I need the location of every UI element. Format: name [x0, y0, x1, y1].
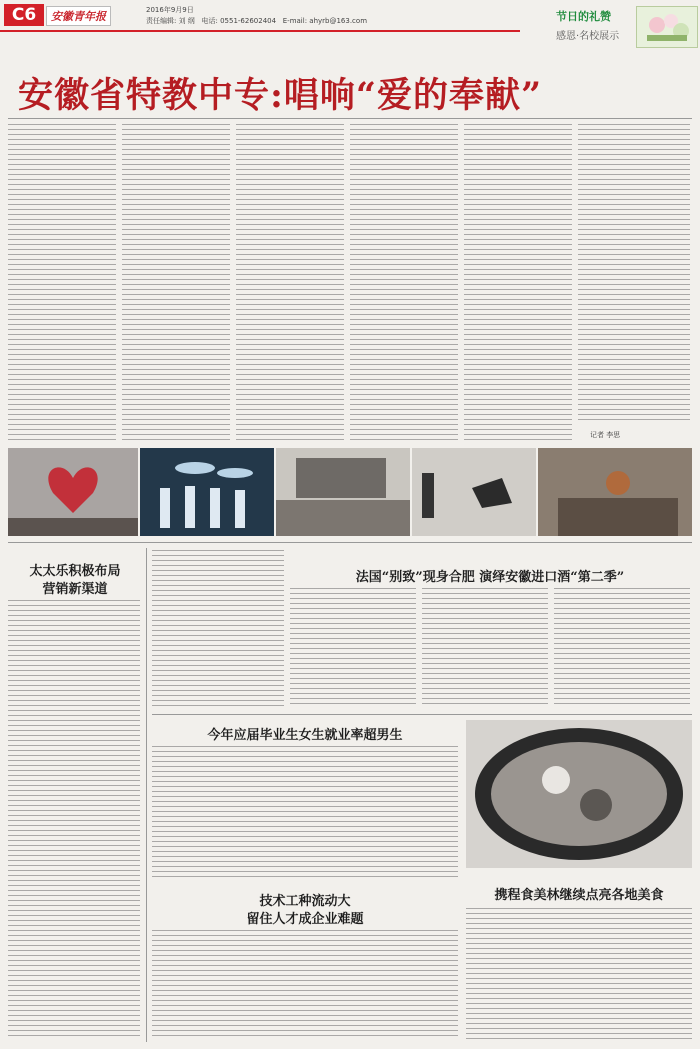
phone-line: 电话: 0551-62602404 [201, 17, 277, 25]
meta-line-2 [146, 16, 367, 26]
section-rule [8, 542, 692, 543]
masthead-rule [0, 30, 520, 32]
article-1-subtitle: 营销新渠道 [42, 582, 108, 597]
photo-classroom [538, 448, 692, 536]
photo-food [466, 720, 692, 868]
lead-text-col-4 [350, 124, 458, 442]
holiday-title: 节日的礼赞 [556, 10, 611, 23]
article-4-title: 技术工种流动大 [259, 894, 351, 909]
lead-text-col-6 [578, 124, 690, 424]
article-5-text [466, 908, 692, 1040]
lead-text-col-2 [122, 124, 230, 442]
article-1-title: 太太乐积极布局 [29, 564, 121, 579]
paper-name: 安徽青年报 [46, 6, 111, 26]
date-line: 2016年9月9日 [146, 6, 194, 14]
meta-line-1 [146, 5, 194, 15]
lead-text-col-3 [236, 124, 344, 442]
holiday-badge-image [636, 6, 698, 48]
article-3-title: 今年应届毕业生女生就业率超男生 [207, 728, 403, 743]
article-5-title: 携程食美林继续点亮各地美食 [494, 888, 664, 903]
editor-line: 责任编辑: 刘 纲 [146, 17, 195, 25]
article-4-subtitle: 留住人才成企业难题 [246, 912, 364, 927]
lead-signature: 记者 李思 [590, 431, 621, 439]
article-2-text-2 [422, 588, 548, 706]
email-line: E-mail: ahyrb@163.com [282, 17, 368, 25]
photo-stage-dance [140, 448, 274, 536]
flower-icon [637, 7, 697, 47]
main-headline: 安徽省特教中专:唱响“爱的奉献” [18, 75, 543, 116]
photo-performance [412, 448, 536, 536]
article-3-text [152, 746, 458, 880]
article-2-text-left [152, 550, 284, 710]
headline-rule [8, 118, 692, 119]
rule-2 [152, 714, 692, 715]
article-2-title: 法国“别致”现身合肥 演绎安徽进口酒“第二季” [355, 570, 625, 585]
article-2-text-1 [290, 588, 416, 706]
photo-balloon-heart [8, 448, 138, 536]
section-logo: C6 [4, 4, 44, 26]
photo-group [276, 448, 410, 536]
masthead [0, 0, 700, 50]
lead-text-col-1 [8, 124, 116, 442]
lead-text-col-5 [464, 124, 572, 442]
article-2-text-3 [554, 588, 690, 706]
article-1-text [8, 600, 140, 1040]
column-divider [146, 548, 147, 1042]
thanks-line: 感恩·名校展示 [556, 31, 620, 42]
article-4-text [152, 930, 458, 1040]
